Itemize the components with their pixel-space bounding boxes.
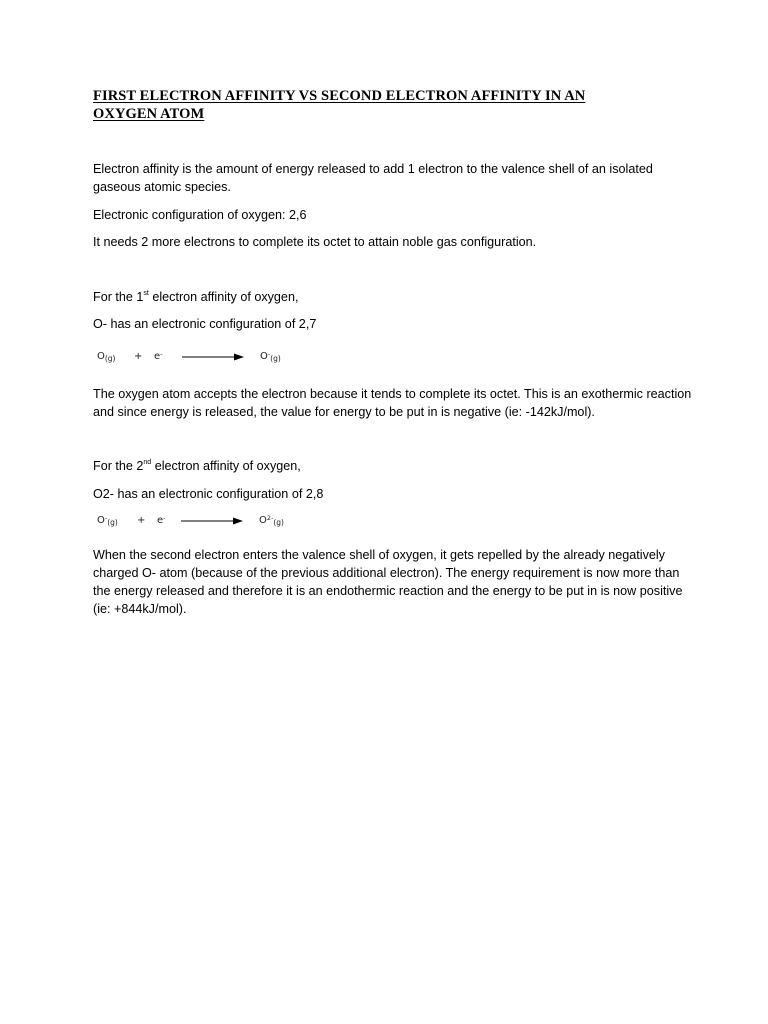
- second-config-paragraph: O2- has an electronic configuration of 2,8: [93, 487, 324, 501]
- first-intro-sup: st: [143, 289, 149, 297]
- octet-paragraph: It needs 2 more electrons to complete its octet to attain noble gas configuration.: [93, 235, 537, 249]
- eq2-arrow: [181, 516, 243, 526]
- right-arrow-icon: [182, 352, 244, 362]
- eq1-reactant: $O_{(g)}$: [97, 351, 116, 363]
- eq1-plus: +: [134, 351, 143, 362]
- first-intro-pre: For the 1: [93, 290, 144, 304]
- equation-second-affinity: [97, 513, 317, 533]
- eq1-arrow: [182, 352, 244, 362]
- second-explanation-paragraph: When the second electron enters the valence shell of oxygen, it gets repelled by the already negatively charged O- atom (because of the previous additional electron). The energy requirement is now more than the energy released and therefore it is an endothermic reaction and the energy to be put in is now positive (ie: +844kJ/mol).: [93, 548, 683, 616]
- eq1-product: $O^-_{(g)}$: [260, 350, 281, 363]
- eq2-electron: e-: [157, 514, 166, 526]
- configuration-paragraph: Electronic configuration of oxygen: 2,6: [93, 208, 307, 222]
- first-config-paragraph: O- has an electronic configuration of 2,7: [93, 317, 317, 331]
- second-intro-sup: nd: [143, 458, 152, 466]
- eq1-electron: e-: [154, 350, 163, 362]
- first-affinity-intro: [93, 288, 693, 306]
- definition-paragraph: Electron affinity is the amount of energy released to add 1 electron to the valence shell of an isolated gaseous atomic species.: [93, 162, 653, 194]
- eq2-plus: +: [137, 515, 146, 526]
- document-title: FIRST ELECTRON AFFINITY VS SECOND ELECTRON AFFINITY IN AN OXYGEN ATOM: [93, 88, 586, 122]
- second-intro-pre: For the 2: [93, 459, 144, 473]
- eq2-product: $O^{2-}_{(g)}$: [259, 514, 284, 527]
- second-intro-post: electron affinity of oxygen,: [151, 459, 301, 473]
- first-explanation-paragraph: The oxygen atom accepts the electron because it tends to complete its octet. This is an exothermic reaction and since energy is released, the value for energy to be put in is negative (ie: -142kJ/mol).: [93, 387, 692, 419]
- second-affinity-intro: [93, 457, 693, 475]
- right-arrow-icon: [181, 516, 243, 526]
- first-intro-post: electron affinity of oxygen,: [148, 290, 299, 304]
- equation-first-affinity: [97, 349, 317, 369]
- eq2-reactant: $O^-_{(g)}$: [97, 514, 118, 527]
